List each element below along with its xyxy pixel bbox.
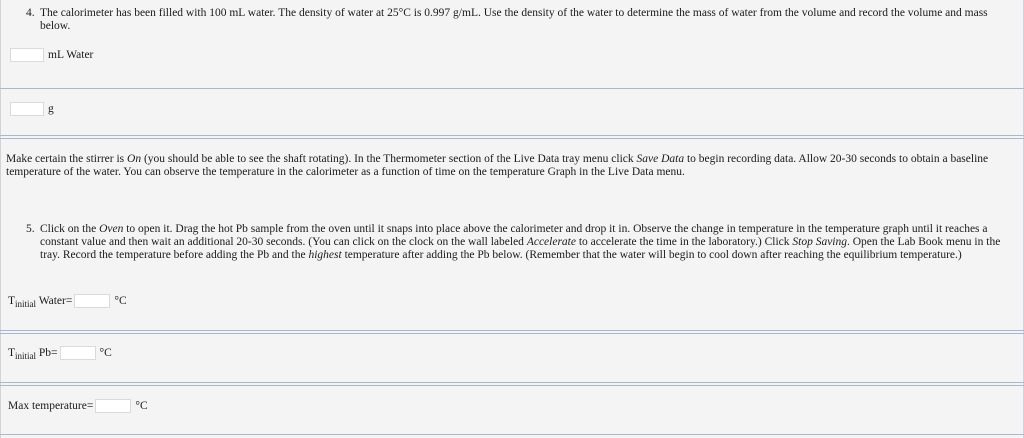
t-initial-pb-row (8, 346, 112, 360)
question-text: The calorimeter has been filled with 100 mL water. The density of water at 25°C is 0.997 g/mL. Use the density of the water to determine the mass of water from the volume and record the volume and mass below. (40, 7, 988, 32)
label-symbol: T (8, 347, 16, 359)
instruction-paragraph (6, 153, 1016, 179)
question-emphasis: Oven (99, 223, 124, 235)
paragraph-emphasis: Save Data (636, 153, 685, 165)
t-initial-pb-input[interactable] (60, 346, 96, 360)
mass-row (10, 102, 54, 116)
t-initial-pb-label (8, 347, 58, 359)
label-subscript: initial (15, 299, 37, 309)
unit-label: °C (135, 400, 148, 412)
section-divider (0, 135, 1024, 136)
question-emphasis: Accelerate (526, 236, 576, 248)
section-divider (0, 330, 1024, 331)
volume-input[interactable] (10, 48, 44, 62)
question-number: 5. (26, 223, 35, 235)
question-text-part: to accelerate the time in the laboratory.) Click (575, 236, 793, 248)
paragraph-text: (you should be able to see the shaft rotating). In the Thermometer section of the Live Data tray menu click (141, 153, 637, 165)
label-text: Pb= (36, 347, 58, 359)
question-text-part: Click on the (40, 223, 100, 235)
question-text-part: temperature after adding the Pb below. (Remember that the water will begin to cool down after reaching the equilibrium temperature.) (341, 249, 962, 261)
volume-unit-label: mL Water (48, 49, 94, 61)
t-initial-water-row (8, 294, 127, 308)
question-emphasis: Stop Saving (792, 236, 847, 248)
volume-row (10, 48, 93, 62)
question-5 (26, 223, 1006, 262)
paragraph-text: Make certain the stirrer is (6, 153, 128, 165)
label-symbol: T (8, 295, 16, 307)
page-frame-left (0, 0, 1, 438)
divider (0, 434, 1024, 435)
unit-label: °C (99, 347, 112, 359)
mass-unit-label: g (48, 103, 54, 115)
question-4 (26, 7, 1011, 33)
max-temperature-input[interactable] (95, 399, 131, 413)
t-initial-water-label (8, 295, 72, 307)
question-text-part: to open it. Drag the hot Pb sample from the oven until it snaps into place above the calorimeter and drop it in. Observe the change in temperature in the temperature graph until it reaches a constant value and then wait an additional 20-30 seconds. (You can click on the clock on the wall labeled (40, 223, 988, 248)
mass-input[interactable] (10, 102, 44, 116)
section-divider (0, 382, 1024, 383)
question-text-part: . Open the Lab Book menu in the tray. Record the temperature before adding the Pb and the (40, 236, 1001, 261)
max-temperature-row (8, 399, 148, 413)
paragraph-text: to begin recording data. Allow 20-30 seconds to obtain a baseline temperature of the water. You can observe the temperature in the calorimeter as a function of time on the temperature Graph in the Live Data menu. (6, 153, 989, 178)
t-initial-water-input[interactable] (74, 294, 110, 308)
unit-label: °C (114, 295, 127, 307)
label-subscript: initial (15, 351, 37, 361)
divider (0, 88, 1024, 89)
label-text: Water= (36, 295, 73, 307)
question-text (26, 223, 1006, 262)
max-temperature-label: Max temperature= (8, 400, 94, 412)
paragraph-emphasis: On (127, 153, 142, 165)
question-emphasis: highest (308, 249, 342, 261)
question-number: 4. (26, 7, 35, 19)
